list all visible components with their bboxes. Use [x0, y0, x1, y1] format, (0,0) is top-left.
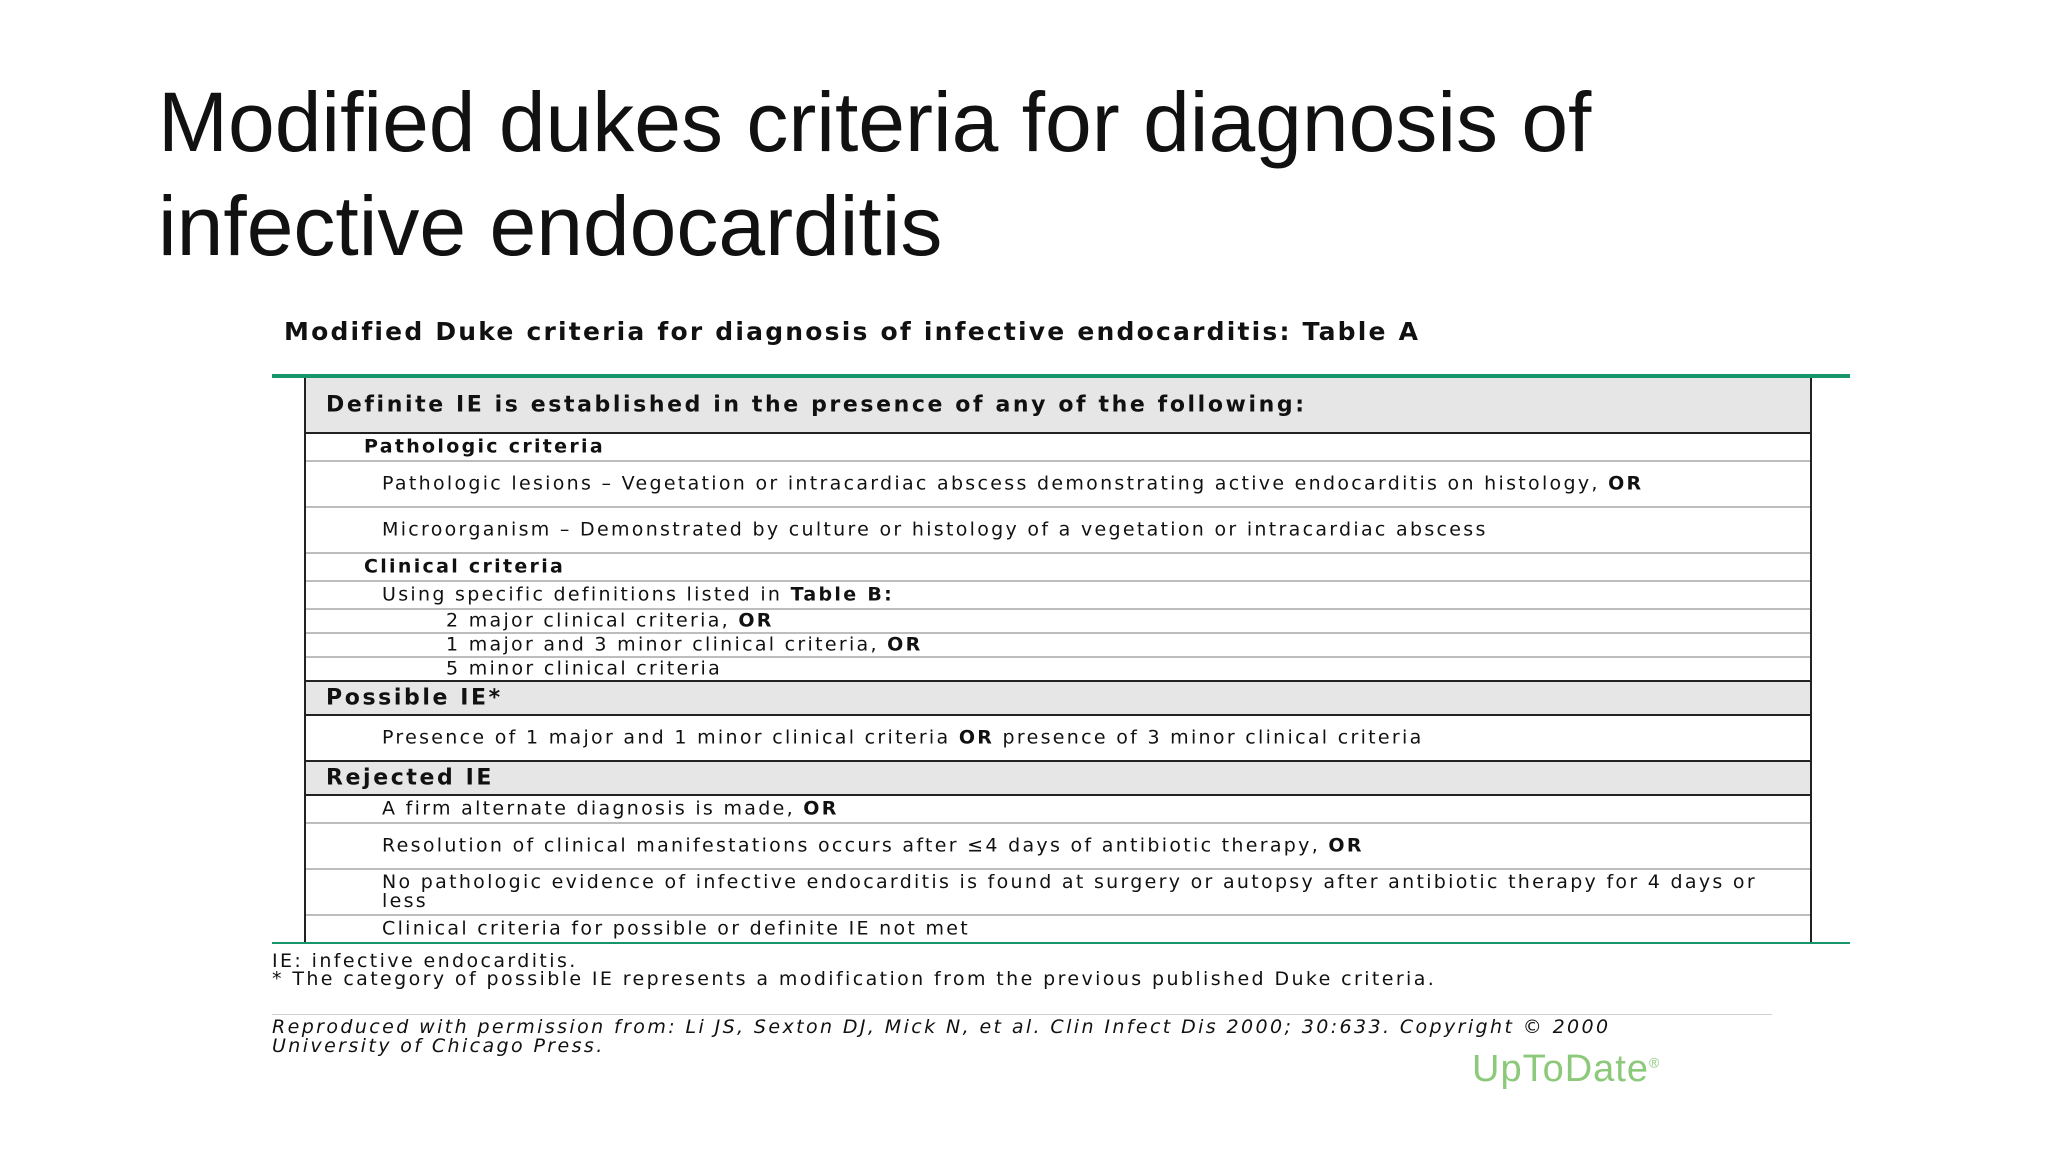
using-definitions-text: Using specific definitions listed in Table B:	[382, 583, 895, 606]
clinical-option-row	[306, 634, 1810, 658]
rejected-ie-text-4: Clinical criteria for possible or definite IE not met	[382, 917, 971, 940]
clinical-criteria-row	[306, 554, 1810, 582]
rejected-ie-text-1: A firm alternate diagnosis is made, OR	[382, 797, 839, 820]
rejected-ie-row	[306, 870, 1810, 916]
rejected-ie-header-row	[306, 762, 1810, 796]
possible-ie-header-row	[306, 682, 1810, 716]
possible-ie-row	[306, 716, 1810, 762]
table-title: Modified Duke criteria for diagnosis of infective endocarditis: Table A	[284, 317, 1421, 346]
footnote-divider	[272, 1014, 1772, 1015]
table-bottom-rule	[272, 942, 1850, 944]
pathologic-lesions-row	[306, 462, 1810, 508]
clinical-option-1: 2 major clinical criteria, OR	[446, 609, 774, 632]
criteria-table	[304, 378, 1812, 942]
microorganism-text: Microorganism – Demonstrated by culture or histology of a vegetation or intracardiac abscess	[382, 518, 1488, 541]
using-definitions-row	[306, 582, 1810, 610]
rejected-ie-text-2: Resolution of clinical manifestations occurs after ≤4 days of antibiotic therapy, OR	[382, 834, 1364, 857]
rejected-ie-row	[306, 796, 1810, 824]
slide-title: Modified dukes criteria for diagnosis of infective endocarditis	[158, 75, 1592, 273]
clinical-option-row	[306, 610, 1810, 634]
logo-registered-mark: ®	[1648, 1054, 1661, 1071]
possible-ie-header: Possible IE*	[326, 685, 503, 711]
footnote-reproduced: Reproduced with permission from: Li JS, Sexton DJ, Mick N, et al. Clin Infect Dis 2000; 30:633. Copyright © 2000 University of Chicago Press.	[272, 1016, 1611, 1057]
rejected-ie-header: Rejected IE	[326, 765, 495, 791]
rejected-ie-text-3: No pathologic evidence of infective endocarditis is found at surgery or autopsy after antibiotic therapy for 4 days or less	[382, 871, 1757, 912]
criteria-table-figure	[272, 318, 1852, 1088]
logo-text: UpToDate	[1472, 1048, 1649, 1090]
rejected-ie-row	[306, 824, 1810, 870]
rejected-ie-row	[306, 916, 1810, 942]
definite-ie-header-row	[306, 378, 1810, 434]
uptodate-logo	[1472, 1048, 1660, 1091]
clinical-option-2: 1 major and 3 minor clinical criteria, OR	[446, 633, 923, 656]
pathologic-lesions-text: Pathologic lesions – Vegetation or intracardiac abscess demonstrating active endocarditis on histology, OR	[382, 472, 1644, 495]
clinical-option-row	[306, 658, 1810, 682]
definite-ie-header: Definite IE is established in the presence of any of the following:	[326, 392, 1307, 418]
footnote-possible-ie: * The category of possible IE represents a modification from the previous published Duke criteria.	[272, 968, 1437, 990]
clinical-criteria-label: Clinical criteria	[364, 555, 566, 578]
pathologic-criteria-row	[306, 434, 1810, 462]
footnote-abbreviation: IE: infective endocarditis.	[272, 950, 578, 972]
clinical-option-3: 5 minor clinical criteria	[446, 657, 723, 680]
possible-ie-text: Presence of 1 major and 1 minor clinical criteria OR presence of 3 minor clinical criteria	[382, 726, 1424, 749]
microorganism-row	[306, 508, 1810, 554]
pathologic-criteria-label: Pathologic criteria	[364, 435, 605, 458]
